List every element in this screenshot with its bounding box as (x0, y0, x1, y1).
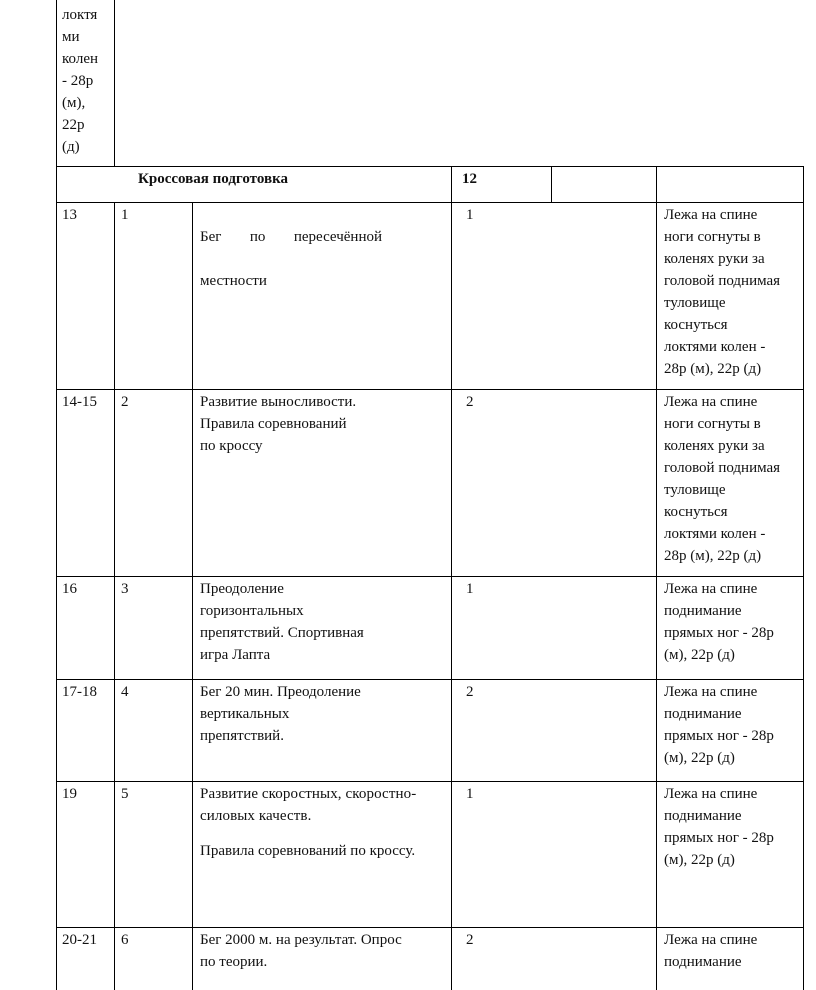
row-topic: Бег 2000 м. на результат. Опрос по теории. (200, 932, 402, 970)
row-topic: Развитие выносливости. Правила соревнований по кроссу (200, 394, 357, 454)
table-row-border (56, 202, 804, 203)
row-hours: 1 (466, 581, 474, 597)
row-norm: Лежа на спине ноги согнуты в коленях руки за головой поднимая туловище коснуться локтями колен - 28р (м), 22р (д) (664, 207, 781, 377)
section-row-divider-2 (551, 166, 552, 203)
table-col-border (56, 202, 57, 990)
row-item-number: 5 (121, 786, 129, 802)
row-topic-extra: Правила соревнований по кроссу. (200, 843, 416, 859)
table-row-border (56, 389, 804, 390)
row-item-number: 4 (121, 684, 129, 700)
row-item-number: 2 (121, 394, 129, 410)
section-row-divider-1 (451, 166, 452, 203)
row-topic (200, 204, 382, 314)
table-row-border (56, 927, 804, 928)
top-fragment-left-border (56, 0, 57, 167)
table-col-border (656, 202, 657, 990)
row-hours: 2 (466, 684, 474, 700)
table-row-border (56, 679, 804, 680)
top-fragment-text: локтя ми колен - 28р (м), 22р (д) (62, 7, 98, 155)
section-row-divider-3 (656, 166, 657, 203)
row-lesson-number: 13 (62, 207, 77, 223)
row-norm: Лежа на спине поднимание (664, 932, 758, 970)
table-row-border (56, 576, 804, 577)
table-col-border (114, 202, 115, 990)
table-col-border (192, 202, 193, 990)
row-topic-first-line: Бег по пересечённой (200, 229, 382, 245)
row-hours: 1 (466, 207, 474, 223)
row-norm: Лежа на спине поднимание прямых ног - 28р (м), 22р (д) (664, 786, 774, 868)
row-hours: 2 (466, 932, 474, 948)
table-row-border (56, 781, 804, 782)
row-lesson-number: 17-18 (62, 684, 97, 700)
row-item-number: 1 (121, 207, 129, 223)
section-row-left-border (56, 166, 57, 203)
section-hours: 12 (462, 171, 477, 187)
row-lesson-number: 14-15 (62, 394, 97, 410)
section-row-right-border (803, 166, 804, 203)
row-lesson-number: 16 (62, 581, 77, 597)
row-topic: Преодоление горизонтальных препятствий. Спортивная игра Лапта (200, 581, 364, 663)
row-topic-second-line: местности (200, 273, 267, 289)
row-topic: Развитие скоростных, скоростно- силовых качеств. (200, 786, 417, 824)
row-lesson-number: 19 (62, 786, 77, 802)
top-fragment-right-border (114, 0, 115, 167)
row-norm: Лежа на спине поднимание прямых ног - 28р (м), 22р (д) (664, 684, 774, 766)
row-hours: 2 (466, 394, 474, 410)
table-col-border (451, 202, 452, 990)
row-item-number: 3 (121, 581, 129, 597)
row-lesson-number: 20-21 (62, 932, 97, 948)
row-norm: Лежа на спине поднимание прямых ног - 28р (м), 22р (д) (664, 581, 774, 663)
row-topic: Бег 20 мин. Преодоление вертикальных препятствий. (200, 684, 361, 744)
row-item-number: 6 (121, 932, 129, 948)
row-norm: Лежа на спине ноги согнуты в коленях руки за головой поднимая туловище коснуться локтями колен - 28р (м), 22р (д) (664, 394, 781, 564)
section-title: Кроссовая подготовка (138, 171, 288, 187)
section-row-top-border (56, 166, 804, 167)
row-hours: 1 (466, 786, 474, 802)
